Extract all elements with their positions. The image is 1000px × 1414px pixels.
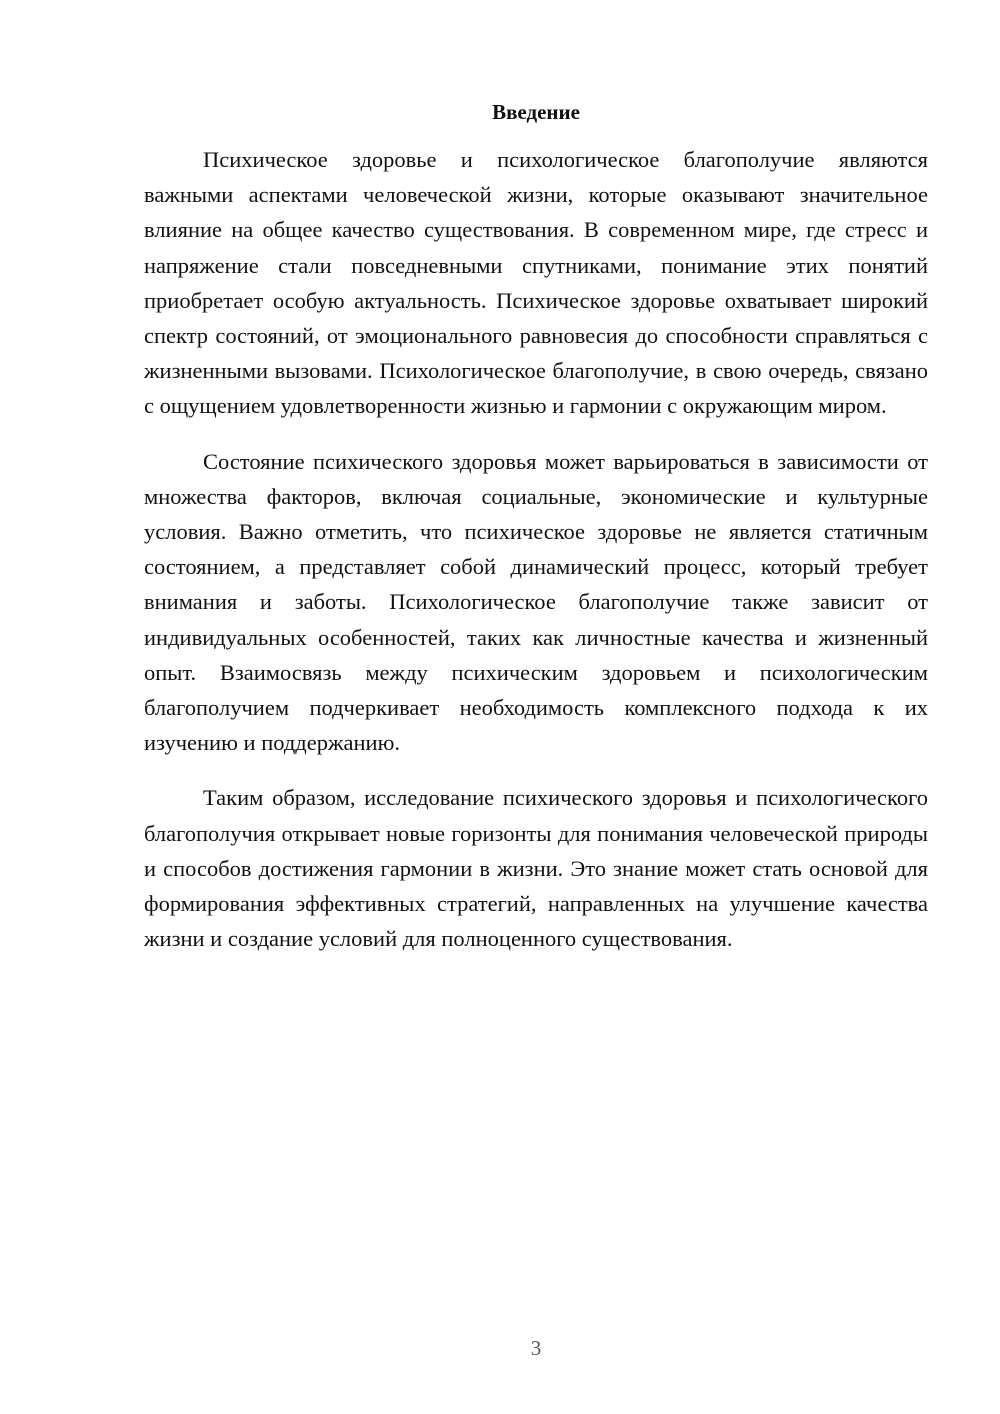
page-number: 3 [530, 1336, 542, 1360]
paragraph-1: Психическое здоровье и психологическое благополучие являются важными аспектами человеческой жизни, которые оказывают значительное влияние на общее качество существования. В современном мире, где стресс и напряжение стали повседневными спутниками, понимание этих понятий приобретает особую актуальность. Психическое здоровье охватывает широкий спектр состояний, от эмоционального равновесия до способности справляться с жизненными вызовами. Психологическое благополучие, в свою очередь, связано с ощущением удовлетворенности жизнью и гармонии с окружающим миром. [144, 147, 928, 419]
document-body [144, 142, 928, 976]
paragraph-2: Состояние психического здоровья может варьироваться в зависимости от множества факторов, включая социальные, экономические и культурные условия. Важно отметить, что психическое здоровье не является статичным состоянием, а представляет собой динамический процесс, который требует внимания и заботы. Психологическое благополучие также зависит от индивидуальных особенностей, таких как личностные качества и жизненный опыт. Взаимосвязь между психическим здоровьем и психологическим благополучием подчеркивает необходимость комплексного подхода к их изучению и поддержанию. [144, 448, 928, 756]
paragraph-3: Таким образом, исследование психического здоровья и психологического благополучия открывает новые горизонты для понимания человеческой природы и способов достижения гармонии в жизни. Это знание может стать основой для формирования эффективных стратегий, направленных на улучшение качества жизни и создание условий для полноценного существования. [144, 785, 928, 952]
document-title: Введение [492, 100, 580, 124]
